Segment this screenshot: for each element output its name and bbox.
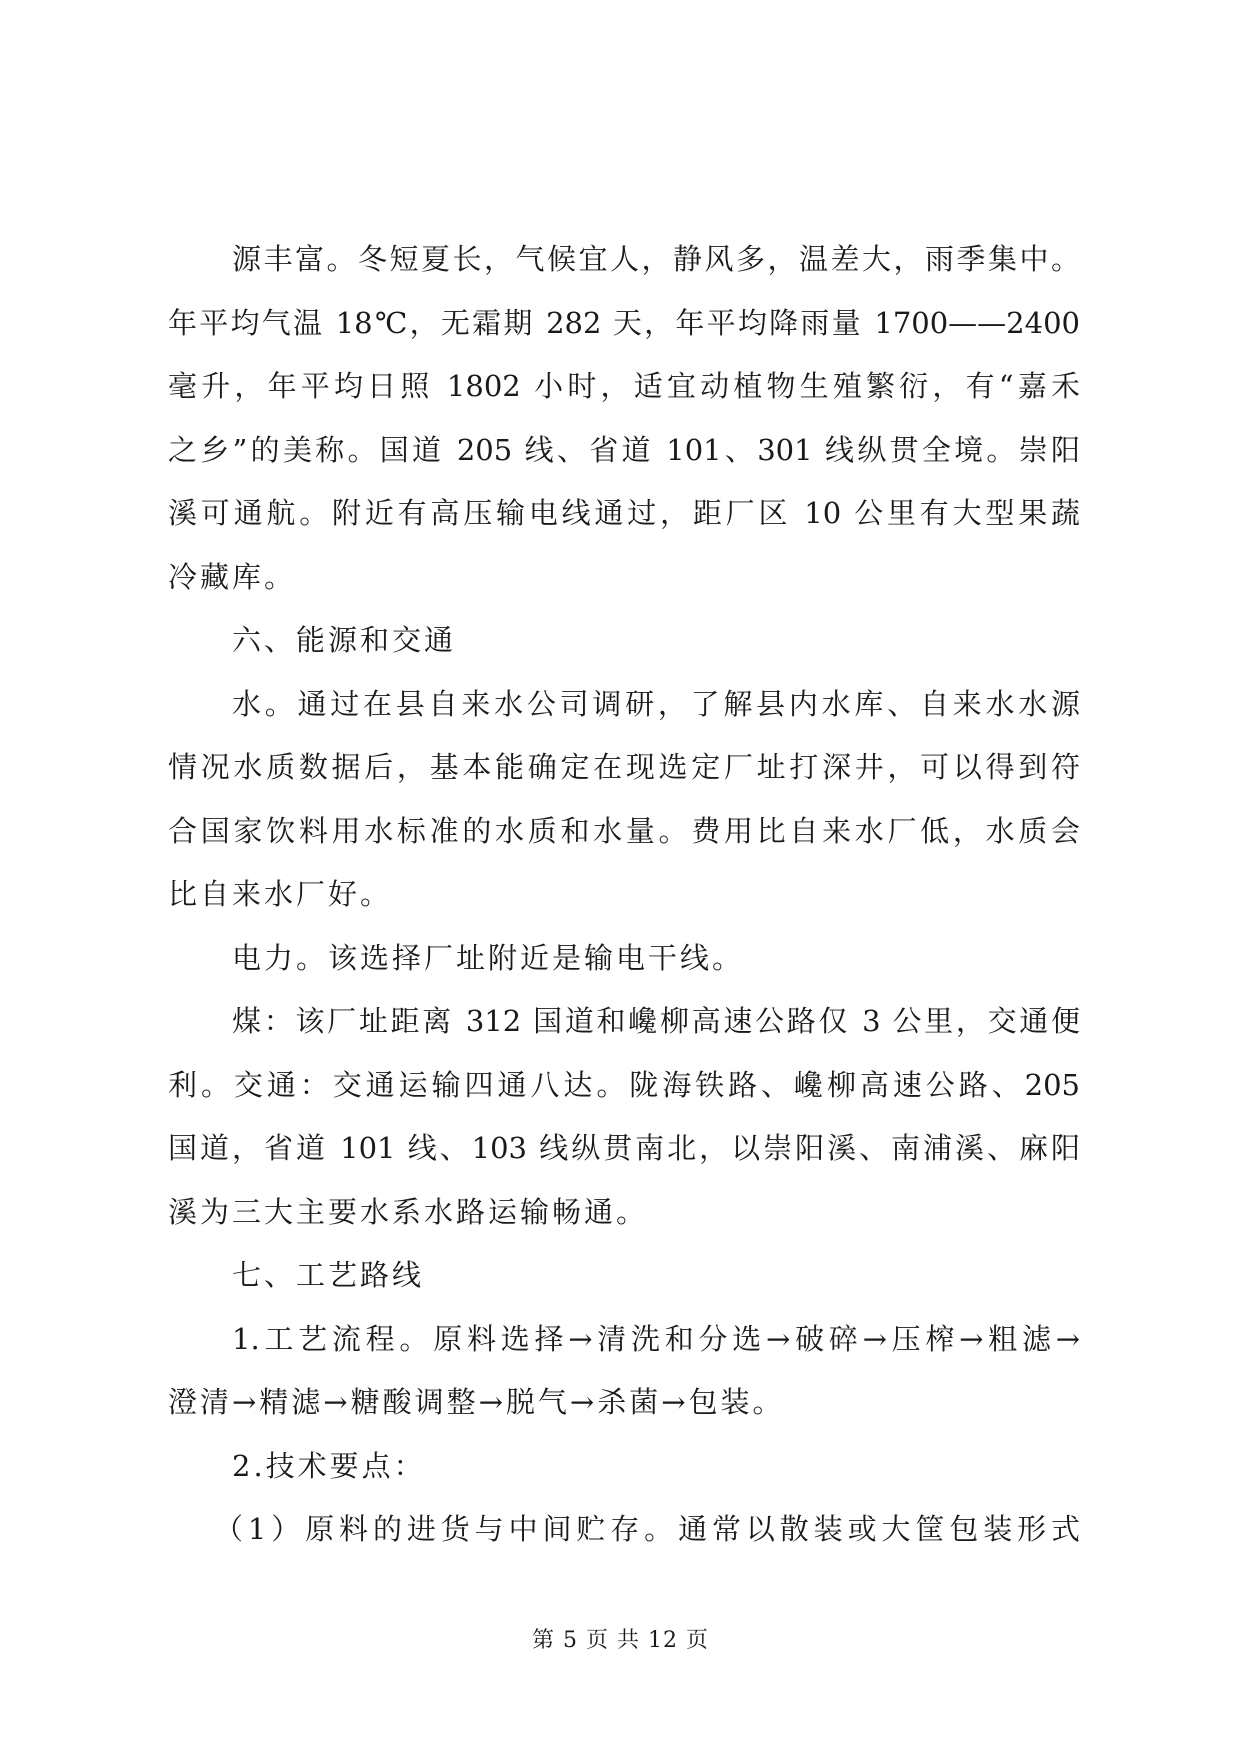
section-heading: 六、能源和交通: [232, 623, 457, 657]
text-line: 源丰富。冬短夏长，气候宜人，静风多，温差大，雨季集中。: [232, 242, 1080, 276]
text-line: 电力。该选择厂址附近是输电干线。: [232, 940, 745, 975]
text-line: 煤：该厂址距离 312 国道和巉柳高速公路仅 3 公里，交通便: [232, 1004, 1080, 1038]
text-line: （1）原料的进货与中间贮存。通常以散装或大筐包装形式: [214, 1512, 1080, 1546]
text-line: 年平均气温 18℃，无霜期 282 天，年平均降雨量 1700——2400: [168, 305, 1080, 340]
page-footer: 第 5 页 共 12 页: [532, 1628, 709, 1653]
body-text: [168, 228, 1080, 1562]
text-line: 毫升，年平均日照 1802 小时，适宜动植物生殖繁衍，有“嘉禾: [168, 369, 1080, 403]
section-heading: 七、工艺路线: [232, 1258, 425, 1292]
text-line: 溪可通航。附近有高压输电线通过，距厂区 10 公里有大型果蔬: [168, 496, 1080, 530]
text-line: 冷藏库。: [168, 559, 297, 594]
text-line: 澄清→精滤→糖酸调整→脱气→杀菌→包装。: [168, 1385, 785, 1419]
text-line: 国道，省道 101 线、103 线纵贯南北，以崇阳溪、南浦溪、麻阳: [168, 1131, 1080, 1165]
text-line: 比自来水厂好。: [168, 877, 393, 911]
text-line: 之乡”的美称。国道 205 线、省道 101、301 线纵贯全境。崇阳: [168, 432, 1080, 467]
text-line: 2.技术要点：: [232, 1448, 426, 1483]
text-line: 情况水质数据后，基本能确定在现选定厂址打深井，可以得到符: [168, 750, 1080, 784]
text-line: 利。交通：交通运输四通八达。陇海铁路、巉柳高速公路、205: [168, 1067, 1080, 1102]
text-line: 合国家饮料用水标准的水质和水量。费用比自来水厂低，水质会: [168, 813, 1080, 848]
text-line: 溪为三大主要水系水路运输畅通。: [168, 1194, 649, 1229]
text-line: 1.工艺流程。原料选择→清洗和分选→破碎→压榨→粗滤→: [232, 1321, 1080, 1356]
text-line: 水。通过在县自来水公司调研，了解县内水库、自来水水源: [232, 686, 1080, 721]
